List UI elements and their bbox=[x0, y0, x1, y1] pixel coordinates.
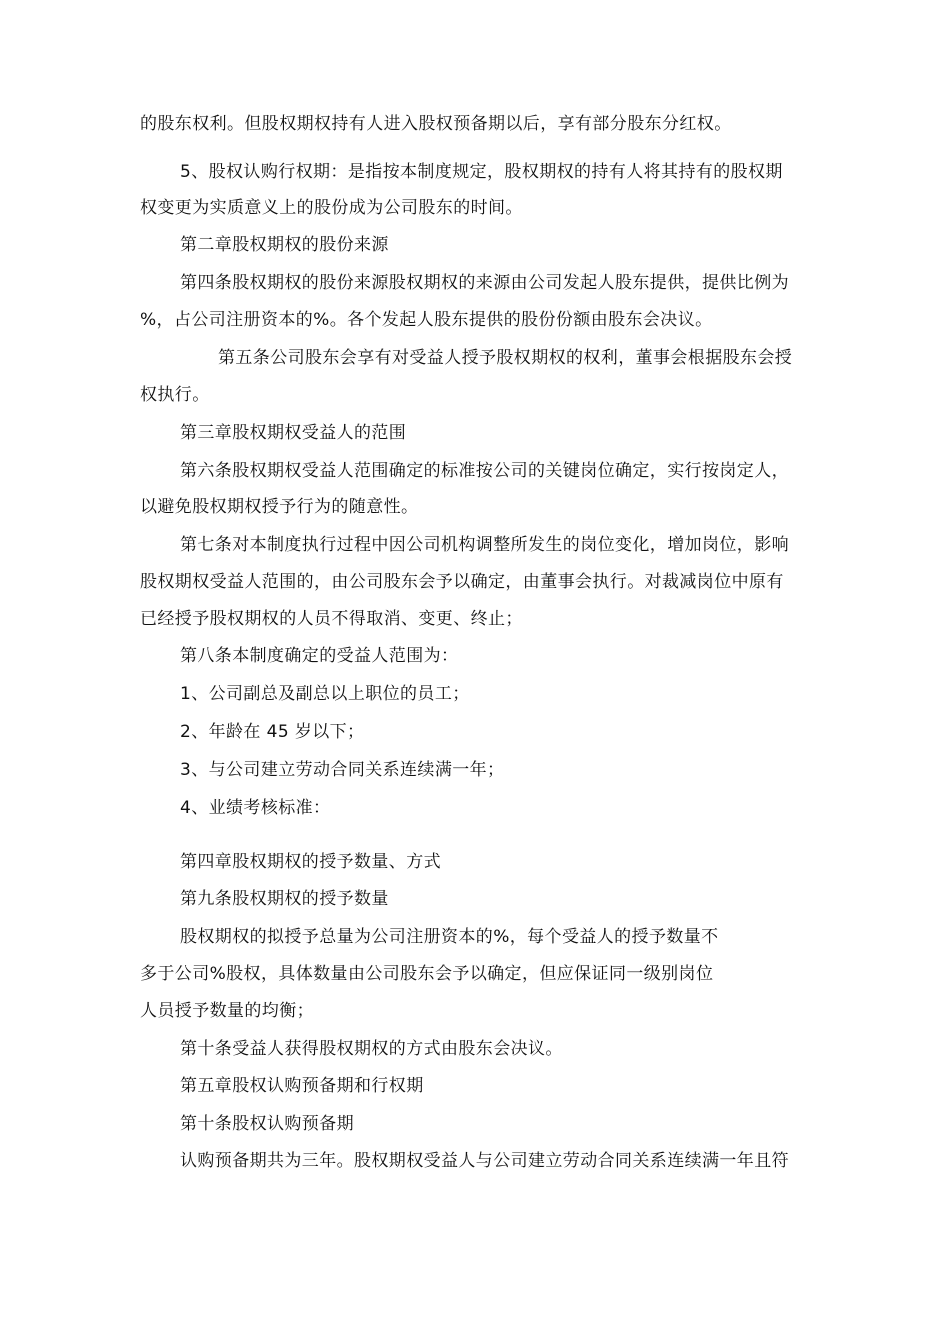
section-heading: 第十条股权认购预备期 bbox=[180, 1114, 354, 1134]
section-heading: 第九条股权期权的授予数量 bbox=[180, 889, 389, 909]
list-item: 2、年龄在 45 岁以下； bbox=[180, 722, 365, 742]
chapter-heading: 第二章股权期权的股份来源 bbox=[180, 235, 389, 255]
chapter-heading: 第四章股权期权的授予数量、方式 bbox=[180, 852, 441, 872]
paragraph-line: 人员授予数量的均衡； bbox=[140, 1001, 314, 1021]
paragraph-line: 多于公司%股权，具体数量由公司股东会予以确定，但应保证同一级别岗位 bbox=[140, 964, 714, 984]
paragraph-line: 第七条对本制度执行过程中因公司机构调整所发生的岗位变化，增加岗位，影响 bbox=[180, 535, 789, 555]
paragraph-line: 第八条本制度确定的受益人范围为： bbox=[180, 646, 459, 666]
paragraph-line: 第五条公司股东会享有对受益人授予股权期权的权利，董事会根据股东会授 bbox=[218, 348, 793, 368]
paragraph-line: %，占公司注册资本的%。各个发起人股东提供的股份份额由股东会决议。 bbox=[140, 310, 713, 330]
paragraph-line: 第六条股权期权受益人范围确定的标准按公司的关键岗位确定，实行按岗定人， bbox=[180, 461, 789, 481]
paragraph-line: 权变更为实质意义上的股份成为公司股东的时间。 bbox=[140, 198, 523, 218]
list-item: 1、公司副总及副总以上职位的员工； bbox=[180, 684, 470, 704]
paragraph-line: 权执行。 bbox=[140, 385, 210, 405]
paragraph-line: 认购预备期共为三年。股权期权受益人与公司建立劳动合同关系连续满一年且符 bbox=[180, 1151, 789, 1171]
paragraph-line: 股权期权的拟授予总量为公司注册资本的%，每个受益人的授予数量不 bbox=[180, 927, 719, 947]
list-item: 3、与公司建立劳动合同关系连续满一年； bbox=[180, 760, 505, 780]
paragraph-line: 5、股权认购行权期：是指按本制度规定，股权期权的持有人将其持有的股权期 bbox=[180, 162, 783, 182]
chapter-heading: 第五章股权认购预备期和行权期 bbox=[180, 1076, 424, 1096]
chapter-heading: 第三章股权期权受益人的范围 bbox=[180, 423, 407, 443]
paragraph-line: 已经授予股权期权的人员不得取消、变更、终止； bbox=[140, 609, 523, 629]
paragraph-line: 第十条受益人获得股权期权的方式由股东会决议。 bbox=[180, 1039, 563, 1059]
paragraph-line: 以避免股权期权授予行为的随意性。 bbox=[140, 497, 419, 517]
paragraph-line: 的股东权利。但股权期权持有人进入股权预备期以后，享有部分股东分红权。 bbox=[140, 114, 732, 134]
paragraph-line: 第四条股权期权的股份来源股权期权的来源由公司发起人股东提供，提供比例为 bbox=[180, 273, 789, 293]
list-item: 4、业绩考核标准： bbox=[180, 798, 331, 818]
paragraph-line: 股权期权受益人范围的，由公司股东会予以确定，由董事会执行。对裁减岗位中原有 bbox=[140, 572, 784, 592]
